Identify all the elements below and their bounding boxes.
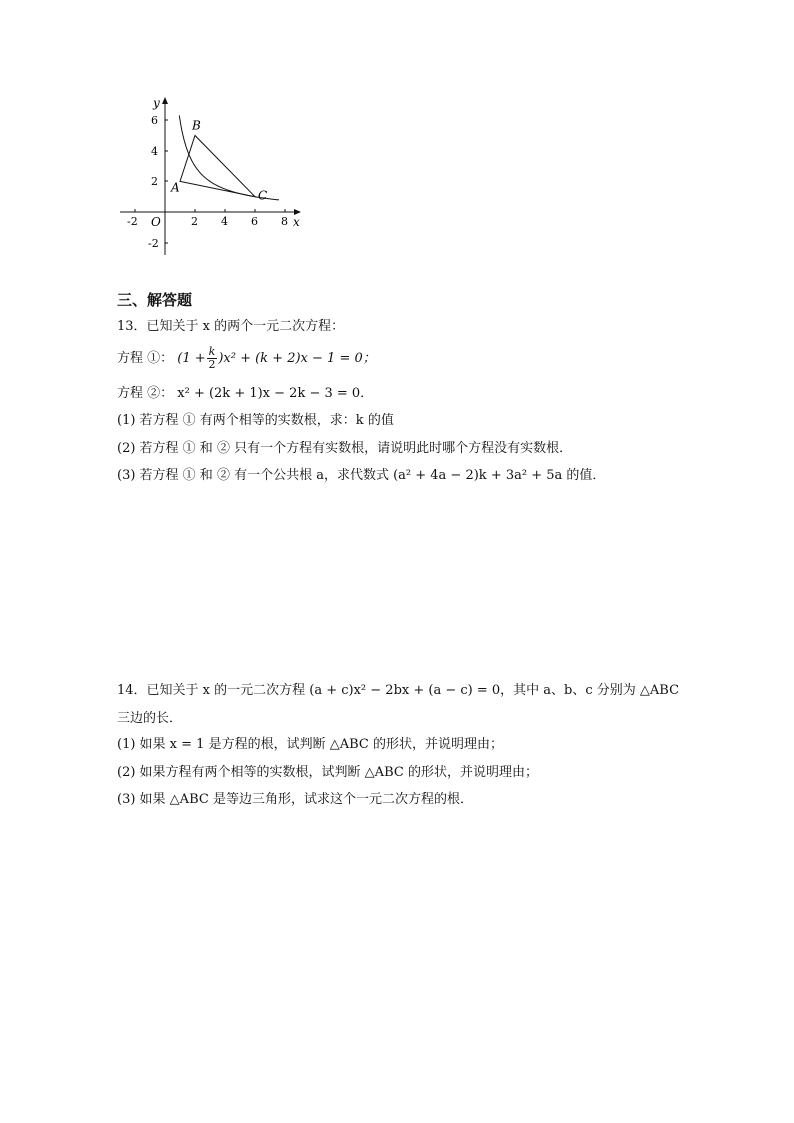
q13-part-3: (3) 若方程 ① 和 ② 有一个公共根 a，求代数式 (a² + 4a − 2)k + 3a² + 5a 的值．	[117, 468, 606, 483]
y-axis-arrow	[162, 97, 168, 104]
x-tick-label: 2	[191, 215, 198, 228]
fraction-denominator: 2	[208, 358, 216, 371]
q14-part-1: (1) 如果 x = 1 是方程的根，试判断 △ABC 的形状，并说明理由；	[117, 737, 503, 752]
y-tick-label: 4	[151, 145, 158, 158]
q14-intro-line-2: 三边的长．	[117, 711, 183, 726]
q13-part-2: (2) 若方程 ① 和 ② 只有一个方程有实数根，请说明此时哪个方程没有实数根．	[117, 441, 573, 456]
q13-equation-2: 方程 ②： x² + (2k + 1)x − 2k − 3 = 0．	[117, 386, 374, 401]
section-title: 三、解答题	[117, 291, 193, 309]
y-tick-label: 2	[151, 175, 158, 188]
y-tick-label: 6	[151, 114, 158, 127]
point-a-label: A	[171, 180, 180, 195]
eq1-left: (1 +	[177, 351, 206, 366]
triangle-abc	[180, 136, 255, 197]
q13-intro: 13．已知关于 x 的两个一元二次方程：	[117, 319, 345, 334]
q14-part-2: (2) 如果方程有两个相等的实数根，试判断 △ABC 的形状，并说明理由；	[117, 765, 538, 780]
q13-part-1: (1) 若方程 ① 有两个相等的实数根，求：k 的值	[117, 413, 394, 428]
y-tick-label: -2	[148, 237, 159, 250]
q13-equation-1	[117, 346, 376, 371]
eq1-label: 方程 ①：	[117, 351, 174, 366]
eq1-right: )x² + (k + 2)x − 1 = 0；	[218, 351, 376, 366]
x-tick-label: -2	[127, 215, 138, 228]
point-c-label: C	[258, 188, 268, 203]
x-tick-label: 6	[251, 215, 258, 228]
y-axis-label: y	[153, 96, 160, 110]
q14-intro-line-1: 14．已知关于 x 的一元二次方程 (a + c)x² − 2bx + (a − c) = 0，其中 a、b、c 分别为 △ABC	[117, 683, 680, 698]
x-tick-label: 8	[281, 215, 288, 228]
x-tick-label: 4	[221, 215, 228, 228]
point-b-label: B	[192, 118, 201, 133]
fraction-numerator: k	[208, 345, 216, 358]
q14-part-3: (3) 如果 △ABC 是等边三角形，试求这个一元二次方程的根．	[117, 792, 473, 807]
x-axis-label: x	[293, 215, 300, 229]
coordinate-graph	[115, 95, 315, 260]
origin-label: O	[151, 215, 161, 229]
eq1-fraction	[207, 346, 218, 371]
